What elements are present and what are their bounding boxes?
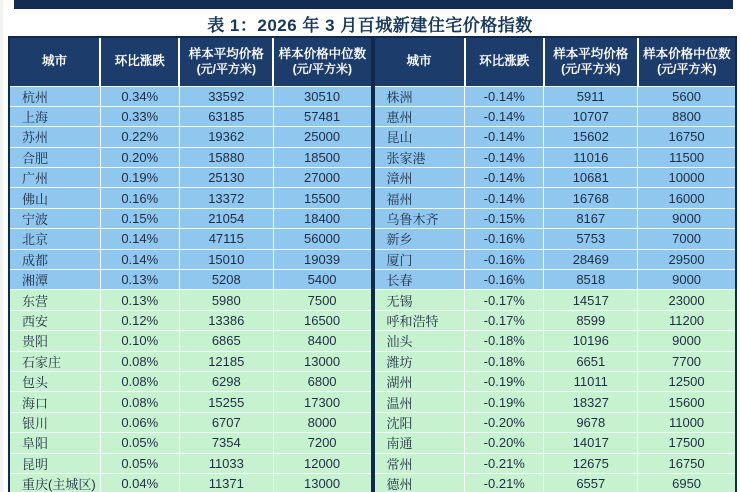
table-row: [375, 106, 736, 126]
table-row: [375, 331, 736, 351]
table-row: [375, 412, 736, 432]
col-header-median-price: [638, 38, 735, 86]
city-cell: 厦门: [375, 249, 465, 269]
city-cell: 重庆(主城区): [10, 473, 100, 492]
table-row: [375, 168, 736, 188]
change-cell: -0.16%: [465, 229, 544, 249]
avg-price-cell: 12675: [544, 453, 638, 473]
change-cell: -0.18%: [465, 351, 544, 371]
city-cell: 西安: [10, 310, 100, 330]
median-price-cell: 56000: [273, 229, 370, 249]
change-cell: 0.14%: [100, 249, 179, 269]
avg-price-cell: 63185: [179, 106, 273, 126]
change-cell: 0.04%: [100, 473, 179, 492]
city-cell: 株洲: [375, 86, 465, 106]
tables-container: [8, 36, 737, 492]
median-price-cell: 9000: [638, 331, 735, 351]
price-table-left: [10, 38, 371, 492]
city-cell: 常州: [375, 453, 465, 473]
median-price-cell: 7500: [273, 290, 370, 310]
col-header-change: 环比涨跌: [465, 38, 544, 86]
median-price-cell: 8800: [638, 106, 735, 126]
table-row: [375, 249, 736, 269]
avg-price-cell: 25130: [179, 168, 273, 188]
median-price-cell: 9000: [638, 270, 735, 290]
city-cell: 北京: [10, 229, 100, 249]
change-cell: 0.22%: [100, 127, 179, 147]
median-price-cell: 11500: [638, 147, 735, 167]
change-cell: -0.21%: [465, 473, 544, 492]
avg-price-cell: 6557: [544, 473, 638, 492]
avg-price-cell: 6651: [544, 351, 638, 371]
table-row: [375, 371, 736, 391]
change-cell: -0.19%: [465, 371, 544, 391]
avg-price-cell: 12185: [179, 351, 273, 371]
table-row: [10, 208, 371, 228]
avg-price-cell: 11011: [544, 371, 638, 391]
city-cell: 石家庄: [10, 351, 100, 371]
avg-price-cell: 5208: [179, 270, 273, 290]
median-price-cell: 17500: [638, 433, 735, 453]
city-cell: 成都: [10, 249, 100, 269]
median-price-cell: 16750: [638, 453, 735, 473]
table-row: [10, 412, 371, 432]
change-cell: 0.08%: [100, 392, 179, 412]
table-row: [375, 147, 736, 167]
median-price-cell: 18500: [273, 147, 370, 167]
table-row: [375, 453, 736, 473]
change-cell: 0.08%: [100, 371, 179, 391]
avg-price-cell: 33592: [179, 86, 273, 106]
price-table-right-body: [375, 86, 736, 492]
table-row: [10, 433, 371, 453]
table-row: [10, 310, 371, 330]
change-cell: 0.19%: [100, 168, 179, 188]
table-row: [10, 392, 371, 412]
change-cell: -0.16%: [465, 270, 544, 290]
median-price-cell: 23000: [638, 290, 735, 310]
city-cell: 沈阳: [375, 412, 465, 432]
col-header-avg-price-line2: (元/平方米): [196, 61, 256, 76]
median-price-cell: 7200: [273, 433, 370, 453]
avg-price-cell: 28469: [544, 249, 638, 269]
median-price-cell: 8400: [273, 331, 370, 351]
avg-price-cell: 16768: [544, 188, 638, 208]
city-cell: 德州: [375, 473, 465, 492]
city-cell: 昆明: [10, 453, 100, 473]
median-price-cell: 9000: [638, 208, 735, 228]
table-row: [375, 127, 736, 147]
table-row: [375, 433, 736, 453]
price-table-right: [375, 38, 736, 492]
city-cell: 银川: [10, 412, 100, 432]
city-cell: 海口: [10, 392, 100, 412]
change-cell: 0.14%: [100, 229, 179, 249]
table-row: [375, 86, 736, 106]
median-price-cell: 6950: [638, 473, 735, 492]
median-price-cell: 18400: [273, 208, 370, 228]
median-price-cell: 10000: [638, 168, 735, 188]
median-price-cell: 25000: [273, 127, 370, 147]
median-price-cell: 12000: [273, 453, 370, 473]
median-price-cell: 16750: [638, 127, 735, 147]
table-row: [10, 473, 371, 492]
table-row: [10, 331, 371, 351]
avg-price-cell: 5753: [544, 229, 638, 249]
city-cell: 包头: [10, 371, 100, 391]
median-price-cell: 17300: [273, 392, 370, 412]
change-cell: 0.15%: [100, 208, 179, 228]
avg-price-cell: 13386: [179, 310, 273, 330]
city-cell: 无锡: [375, 290, 465, 310]
price-table-right-header: [375, 38, 736, 86]
change-cell: 0.33%: [100, 106, 179, 126]
avg-price-cell: 10707: [544, 106, 638, 126]
col-header-avg-price-line2: (元/平方米): [561, 61, 621, 76]
table-row: [10, 127, 371, 147]
median-price-cell: 30510: [273, 86, 370, 106]
table-row: [375, 188, 736, 208]
median-price-cell: 15500: [273, 188, 370, 208]
change-cell: 0.05%: [100, 453, 179, 473]
table-row: [375, 229, 736, 249]
change-cell: 0.12%: [100, 310, 179, 330]
median-price-cell: 8000: [273, 412, 370, 432]
city-cell: 潍坊: [375, 351, 465, 371]
avg-price-cell: 14017: [544, 433, 638, 453]
change-cell: 0.13%: [100, 270, 179, 290]
avg-price-cell: 18327: [544, 392, 638, 412]
city-cell: 昆山: [375, 127, 465, 147]
table-row: [375, 290, 736, 310]
table-row: [10, 86, 371, 106]
price-table-left-header: [10, 38, 371, 86]
change-cell: 0.10%: [100, 331, 179, 351]
avg-price-cell: 15880: [179, 147, 273, 167]
change-cell: -0.14%: [465, 86, 544, 106]
col-header-city: 城市: [375, 38, 465, 86]
table-row: [10, 249, 371, 269]
change-cell: 0.08%: [100, 351, 179, 371]
change-cell: -0.19%: [465, 392, 544, 412]
avg-price-cell: 47115: [179, 229, 273, 249]
table-row: [375, 310, 736, 330]
median-price-cell: 15600: [638, 392, 735, 412]
change-cell: -0.14%: [465, 188, 544, 208]
city-cell: 宁波: [10, 208, 100, 228]
median-price-cell: 5600: [638, 86, 735, 106]
change-cell: 0.13%: [100, 290, 179, 310]
median-price-cell: 13000: [273, 351, 370, 371]
table-row: [375, 351, 736, 371]
table-row: [10, 147, 371, 167]
median-price-cell: 12500: [638, 371, 735, 391]
city-cell: 东营: [10, 290, 100, 310]
change-cell: -0.14%: [465, 168, 544, 188]
median-price-cell: 19039: [273, 249, 370, 269]
price-table-left-body: [10, 86, 371, 492]
avg-price-cell: 5911: [544, 86, 638, 106]
avg-price-cell: 8599: [544, 310, 638, 330]
col-header-median-price-line1: 样本价格中位数: [278, 46, 367, 61]
avg-price-cell: 13372: [179, 188, 273, 208]
city-cell: 佛山: [10, 188, 100, 208]
median-price-cell: 11000: [638, 412, 735, 432]
avg-price-cell: 6865: [179, 331, 273, 351]
city-cell: 乌鲁木齐: [375, 208, 465, 228]
city-cell: 张家港: [375, 147, 465, 167]
col-header-median-price: [273, 38, 370, 86]
col-header-median-price-line2: (元/平方米): [292, 61, 352, 76]
avg-price-cell: 15602: [544, 127, 638, 147]
city-cell: 苏州: [10, 127, 100, 147]
change-cell: -0.18%: [465, 331, 544, 351]
city-cell: 上海: [10, 106, 100, 126]
city-cell: 湘潭: [10, 270, 100, 290]
median-price-cell: 7000: [638, 229, 735, 249]
avg-price-cell: 15010: [179, 249, 273, 269]
avg-price-cell: 19362: [179, 127, 273, 147]
avg-price-cell: 11016: [544, 147, 638, 167]
city-cell: 长春: [375, 270, 465, 290]
median-price-cell: 13000: [273, 473, 370, 492]
col-header-avg-price-line1: 样本平均价格: [188, 46, 264, 61]
median-price-cell: 29500: [638, 249, 735, 269]
city-cell: 阜阳: [10, 433, 100, 453]
median-price-cell: 11200: [638, 310, 735, 330]
change-cell: -0.17%: [465, 290, 544, 310]
change-cell: -0.16%: [465, 249, 544, 269]
top-divider-bar: [14, 0, 733, 9]
avg-price-cell: 11371: [179, 473, 273, 492]
avg-price-cell: 8167: [544, 208, 638, 228]
left-edge-strip: [0, 0, 3, 492]
avg-price-cell: 8518: [544, 270, 638, 290]
city-cell: 惠州: [375, 106, 465, 126]
avg-price-cell: 11033: [179, 453, 273, 473]
city-cell: 杭州: [10, 86, 100, 106]
change-cell: -0.14%: [465, 147, 544, 167]
col-header-change: 环比涨跌: [100, 38, 179, 86]
change-cell: 0.05%: [100, 433, 179, 453]
avg-price-cell: 14517: [544, 290, 638, 310]
city-cell: 南通: [375, 433, 465, 453]
avg-price-cell: 10196: [544, 331, 638, 351]
avg-price-cell: 5980: [179, 290, 273, 310]
change-cell: 0.06%: [100, 412, 179, 432]
city-cell: 贵阳: [10, 331, 100, 351]
city-cell: 新乡: [375, 229, 465, 249]
table-row: [10, 371, 371, 391]
change-cell: -0.15%: [465, 208, 544, 228]
city-cell: 福州: [375, 188, 465, 208]
change-cell: -0.20%: [465, 412, 544, 432]
table-row: [375, 473, 736, 492]
city-cell: 广州: [10, 168, 100, 188]
avg-price-cell: 15255: [179, 392, 273, 412]
table-row: [10, 106, 371, 126]
avg-price-cell: 7354: [179, 433, 273, 453]
median-price-cell: 57481: [273, 106, 370, 126]
city-cell: 温州: [375, 392, 465, 412]
avg-price-cell: 10681: [544, 168, 638, 188]
price-table-right-wrap: [373, 36, 738, 492]
col-header-city: 城市: [10, 38, 100, 86]
table-row: [375, 270, 736, 290]
change-cell: -0.20%: [465, 433, 544, 453]
city-cell: 汕头: [375, 331, 465, 351]
table-row: [10, 168, 371, 188]
table-row: [375, 392, 736, 412]
col-header-avg-price: [544, 38, 638, 86]
table-row: [10, 453, 371, 473]
median-price-cell: 6800: [273, 371, 370, 391]
table-row: [10, 229, 371, 249]
city-cell: 漳州: [375, 168, 465, 188]
col-header-median-price-line2: (元/平方米): [657, 61, 717, 76]
median-price-cell: 16000: [638, 188, 735, 208]
table-row: [375, 208, 736, 228]
change-cell: -0.14%: [465, 106, 544, 126]
avg-price-cell: 6707: [179, 412, 273, 432]
change-cell: 0.20%: [100, 147, 179, 167]
table-row: [10, 351, 371, 371]
col-header-avg-price-line1: 样本平均价格: [553, 46, 629, 61]
col-header-avg-price: [179, 38, 273, 86]
median-price-cell: 5400: [273, 270, 370, 290]
median-price-cell: 7700: [638, 351, 735, 371]
median-price-cell: 16500: [273, 310, 370, 330]
avg-price-cell: 6298: [179, 371, 273, 391]
change-cell: 0.16%: [100, 188, 179, 208]
change-cell: 0.34%: [100, 86, 179, 106]
table-title: 表 1：2026 年 3 月百城新建住宅价格指数: [207, 16, 533, 35]
change-cell: -0.21%: [465, 453, 544, 473]
table-row: [10, 290, 371, 310]
median-price-cell: 27000: [273, 168, 370, 188]
avg-price-cell: 9678: [544, 412, 638, 432]
city-cell: 合肥: [10, 147, 100, 167]
city-cell: 呼和浩特: [375, 310, 465, 330]
change-cell: -0.14%: [465, 127, 544, 147]
change-cell: -0.17%: [465, 310, 544, 330]
avg-price-cell: 21054: [179, 208, 273, 228]
col-header-median-price-line1: 样本价格中位数: [643, 46, 731, 61]
price-table-left-wrap: [8, 36, 373, 492]
city-cell: 湖州: [375, 371, 465, 391]
table-row: [10, 188, 371, 208]
table-row: [10, 270, 371, 290]
